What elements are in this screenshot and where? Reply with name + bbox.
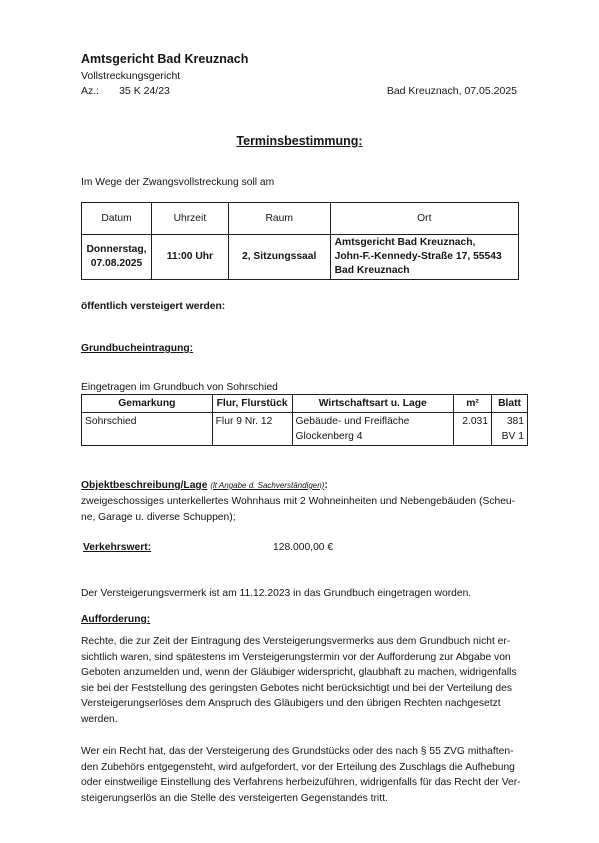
- location-line: John-F.-Kennedy-Straße 17, 55543: [334, 251, 502, 262]
- header-cell: Wirtschaftsart u. Lage: [292, 395, 454, 413]
- appointment-table-row: [82, 235, 519, 280]
- property-table-header: [82, 395, 528, 413]
- verkehrswert-value: 128.000,00 €: [273, 542, 334, 553]
- paragraph-line: Versteigerungserlöses dem Anspruch des Gläubigers und den übrigen Rechten nachgesetzt: [81, 698, 501, 710]
- vermerk-text: Der Versteigerungsvermerk ist am 11.12.2023 in das Grundbuch eingetragen worden.: [81, 588, 472, 599]
- location-line: Bad Kreuznach: [334, 265, 410, 276]
- paragraph-line: oder einstweilige Einstellung des Verfahrens herbeizuführen, widrigenfalls für das Recht der Ver-: [81, 777, 521, 789]
- intro-text: Im Wege der Zwangsvollstreckung soll am: [81, 177, 275, 188]
- verkehrswert-label: Verkehrswert:: [83, 542, 152, 553]
- court-department: Vollstreckungsgericht: [81, 70, 181, 82]
- paragraph-line: steigerungserlös an die Stelle des versteigerten Gegenstandes tritt.: [81, 792, 388, 804]
- case-reference-label: Az.:: [81, 85, 100, 97]
- gemarkung-cell: Sohrschied: [82, 413, 213, 446]
- paragraph-line: sichtlich waren, sind spätestens im Versteigerungstermin vor der Aufforderung zur Abgabe von: [81, 651, 511, 663]
- header-cell: Ort: [330, 203, 518, 235]
- auction-statement: öffentlich versteigert werden:: [81, 301, 226, 312]
- blatt-line: BV 1: [501, 431, 524, 442]
- location-line: Amtsgericht Bad Kreuznach,: [334, 237, 476, 248]
- header-cell: m²: [454, 395, 492, 413]
- appointment-time: 11:00 Uhr: [151, 235, 228, 280]
- grundbuch-intro: Eingetragen im Grundbuch von Sohrschied: [81, 382, 278, 393]
- header-cell: Gemarkung: [82, 395, 213, 413]
- appointment-location: [330, 235, 518, 280]
- wirtschaftsart-line: Gebäude- und Freifläche: [295, 416, 410, 427]
- objekt-description-line: ne, Garage u. diverse Schuppen);: [81, 511, 236, 523]
- paragraph-line: den Zubehörs entgegensteht, wird aufgefordert, vor der Erteilung des Zuschlags die Aufhebung: [81, 761, 515, 773]
- paragraph-rights: [81, 634, 517, 728]
- objekt-heading: Objektbeschreibung/Lage: [81, 480, 208, 491]
- paragraph-line: Rechte, die zur Zeit der Eintragung des Versteigerungsvermerks aus dem Grundbuch nicht er-: [81, 636, 511, 647]
- appointment-table: [81, 202, 519, 280]
- appointment-date: [82, 235, 152, 280]
- case-reference: [81, 85, 170, 97]
- document-title: Terminsbestimmung:: [236, 134, 363, 148]
- header-cell: Datum: [82, 203, 152, 235]
- appointment-date-value: 07.08.2025: [90, 258, 143, 269]
- grundbuch-heading: Grundbucheintragung:: [81, 343, 194, 354]
- wirtschaftsart-line: Glockenberg 4: [295, 431, 363, 442]
- place-date: Bad Kreuznach, 07.05.2025: [386, 85, 517, 97]
- flur-cell: Flur 9 Nr. 12: [212, 413, 292, 446]
- appointment-room: 2, Sitzungssaal: [228, 235, 330, 280]
- paragraph-line: werden.: [81, 713, 118, 725]
- wirtschaftsart-cell: [292, 413, 454, 446]
- case-reference-number: 35 K 24/23: [119, 85, 170, 97]
- blatt-line: 381: [506, 416, 524, 427]
- appointment-weekday: Donnerstag,: [86, 244, 147, 255]
- objekt-description: [81, 494, 515, 525]
- property-table: [81, 394, 528, 446]
- property-table-row: [82, 413, 528, 446]
- area-cell: 2.031: [454, 413, 492, 446]
- objekt-colon: :: [324, 480, 328, 491]
- appointment-table-header: [82, 203, 519, 235]
- header-cell: Uhrzeit: [151, 203, 228, 235]
- court-name: Amtsgericht Bad Kreuznach: [81, 52, 249, 66]
- blatt-cell: [492, 413, 528, 446]
- header-cell: Blatt: [492, 395, 528, 413]
- header-cell: Raum: [228, 203, 330, 235]
- objekt-description-line: zweigeschossiges unterkellertes Wohnhaus mit 2 Wohneinheiten und Nebengebäuden (Scheu-: [81, 496, 516, 507]
- objekt-heading-line: [81, 478, 328, 494]
- header-cell: Flur, Flurstück: [212, 395, 292, 413]
- aufforderung-heading: Aufforderung:: [81, 614, 151, 625]
- paragraph-line: sie bei der Feststellung des geringsten Gebotes nicht berücksichtigt und bei der Verteilung des: [81, 682, 513, 694]
- paragraph-line: Geboten anzumelden und, wenn der Gläubiger widerspricht, glaubhaft zu machen, widrigenfalls: [81, 667, 517, 679]
- paragraph-objection: [81, 744, 521, 806]
- paragraph-line: Wer ein Recht hat, das der Versteigerung des Grundstücks oder des nach § 55 ZVG mithaften-: [81, 746, 514, 757]
- objekt-note: (lt Angabe d. Sachverständigen): [210, 481, 325, 490]
